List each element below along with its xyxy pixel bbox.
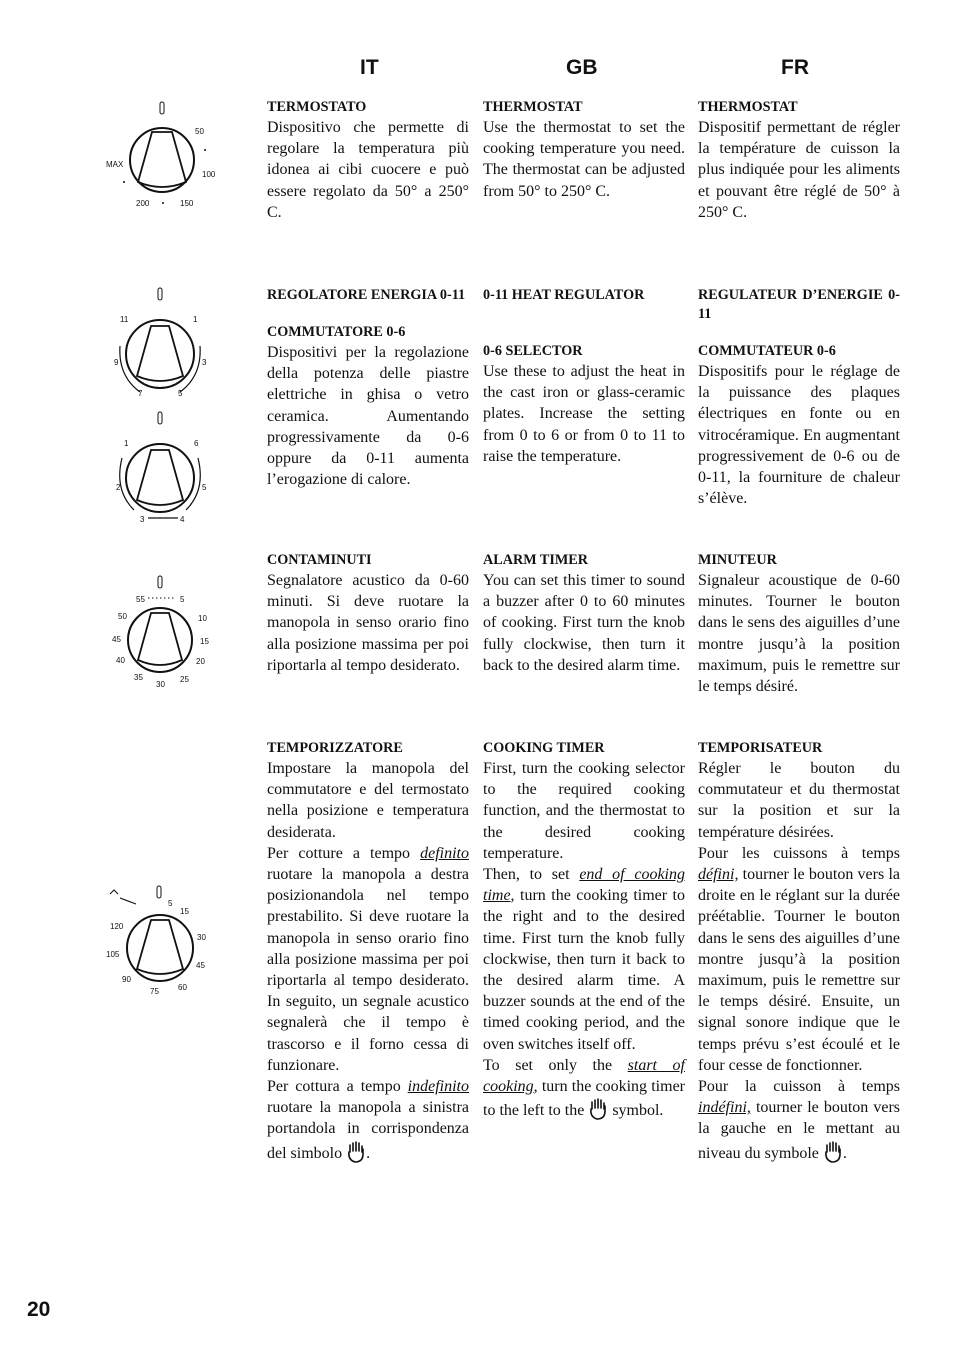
header-it: IT <box>360 56 379 79</box>
header-gb: GB <box>566 56 598 79</box>
timer-mark: 15 <box>200 637 209 646</box>
section-body: Dispositifs pour le réglage de la puissance des plaques électriques en fonte ou en vitrocéramique. En augmentant progressivement de 0-6 ou de 0-11, la fourniture de chaleur s’élève. <box>698 363 900 508</box>
cooking-timer-mark: 60 <box>178 983 187 992</box>
section-title: MINUTEUR <box>698 552 777 568</box>
section-paragraph: Impostare la manopola del commutatore e del termostato nella posizione e temperatura desiderata. <box>267 760 469 841</box>
alarm-fr <box>698 551 900 697</box>
cooking-fr <box>698 739 900 1164</box>
section-paragraph: Per cotture a tempo definito ruotare la manopola a destra posizionandola nel tempo prestabilito. Si deve ruotare la manopola in senso orario fino alla posizione massima per poi riportarla al tempo desiderato. In seguito, un segnale acustico segnalerà che il tempo è trascorso e il forno cessa di funzionare. <box>267 844 469 1074</box>
timer-mark: 50 <box>118 612 127 621</box>
alarm-gb <box>483 551 685 676</box>
hand-icon <box>346 1140 366 1164</box>
section-paragraph: Per cottura a tempo indefinito ruotare la manopola a sinistra portandola in corrispondenza del simbolo . <box>267 1078 469 1162</box>
cooking-gb <box>483 739 685 1121</box>
section-title: TEMPORIZZATORE <box>267 740 403 756</box>
section-body: Use the thermostat to set the cooking temperature you need. The thermostat can be adjusted from 50° to 250° C. <box>483 119 685 200</box>
timer-mark: 45 <box>112 635 121 644</box>
section-title: ALARM TIMER <box>483 552 588 568</box>
section-paragraph: First, turn the cooking selector to the required cooking function, and the thermostat to the desired cooking temperature. <box>483 760 685 862</box>
heat-fr <box>698 286 900 509</box>
thermostat-knob-diagram <box>100 98 220 213</box>
selector-mark: 1 <box>124 439 129 448</box>
section-paragraph: Pour la cuisson à temps indéfini, tourner le bouton vers la gauche en le mettant au niveau du symbole . <box>698 1078 900 1162</box>
section-title: 0-11 HEAT REGULATOR <box>483 287 645 303</box>
header-fr: FR <box>781 56 809 79</box>
heat-it <box>267 286 469 490</box>
section-paragraph: Pour les cuissons à temps défini, tourner le bouton vers la droite en le réglant sur la durée préétablie. Tourner le bouton dans le sens des aiguilles d’une montre jusqu’à la position maximum, puis le remettre sur le temps désiré. Ensuite, un signal sonore indique que le temps prévu s’est écoulé et le four cesse de fonctionner. <box>698 844 900 1074</box>
cooking-timer-mark: 90 <box>122 975 131 984</box>
timer-mark: 25 <box>180 675 189 684</box>
thermostat-mark: 200 <box>136 199 150 208</box>
thermostat-mark: 100 <box>202 170 216 179</box>
section-paragraph: Régler le bouton du commutateur et du thermostat sur la position et sur la température désirées. <box>698 760 900 841</box>
section-title: THERMOSTAT <box>698 99 798 115</box>
section-title: THERMOSTAT <box>483 99 583 115</box>
selector-mark: 2 <box>116 483 121 492</box>
timer-mark: 10 <box>198 614 207 623</box>
thermostat-it <box>267 98 469 223</box>
thermostat-mark: 50 <box>195 127 204 136</box>
selector-mark: 5 <box>202 483 207 492</box>
cooking-timer-mark: 105 <box>106 950 120 959</box>
section-paragraph: Then, to set end of cooking time, turn the cooking timer to the right and to the desired time. First turn the knob fully clockwise, then turn it back to the desired alarm time. A buzzer sounds at the end of the timed cooking period, and the oven switches itself off. <box>483 866 686 1053</box>
section-body: Dispositif permettant de régler la température de cuisson la plus indiquée pour les aliments et pouvant être réglé de 50° à 250° C. <box>698 119 900 221</box>
timer-mark: 30 <box>156 680 165 689</box>
energy-mark: 1 <box>193 315 198 324</box>
hand-icon <box>588 1097 608 1121</box>
section-subtitle: COMMUTATORE 0-6 <box>267 324 406 340</box>
timer-mark: 55 <box>136 595 145 604</box>
cooking-timer-mark: 15 <box>180 907 189 916</box>
section-title: COOKING TIMER <box>483 740 605 756</box>
selector-mark: 4 <box>180 515 185 524</box>
thermostat-fr <box>698 98 900 223</box>
energy-mark: 3 <box>202 358 207 367</box>
timer-mark: 20 <box>196 657 205 666</box>
energy-mark: 7 <box>138 389 143 398</box>
cooking-timer-mark: 120 <box>110 922 124 931</box>
alarm-timer-knob-diagram <box>106 574 220 692</box>
energy-regulator-knob-diagram <box>108 286 220 401</box>
section-body: Dispositivi per la regolazione della potenza delle piastre elettriche in ghisa o vetro ceramica. Aumentando progressivamente da 0-6 oppure da 0-11 aumenta l’erogazione di calore. <box>267 344 469 489</box>
timer-mark: 40 <box>116 656 125 665</box>
thermostat-mark: 150 <box>180 199 194 208</box>
energy-mark: 11 <box>120 315 129 324</box>
section-title: REGOLATORE ENERGIA 0-11 <box>267 287 466 303</box>
cooking-timer-mark: 45 <box>196 961 205 970</box>
section-paragraph: To set only the start of cooking, turn the cooking timer to the left to the symbol. <box>483 1056 686 1120</box>
timer-mark: 5 <box>180 595 185 604</box>
section-body: You can set this timer to sound a buzzer after 0 to 60 minutes of cooking. First turn the knob fully clockwise, then turn it back to the desired alarm time. <box>483 572 685 674</box>
section-subtitle: COMMUTATEUR 0-6 <box>698 343 836 359</box>
section-body: Dispositivo che permette di regolare la temperatura più idonea ai cibi cuocere e può essere regolato da 50° a 250° C. <box>267 119 469 221</box>
section-title: TERMOSTATO <box>267 99 367 115</box>
section-subtitle: 0-6 SELECTOR <box>483 343 583 359</box>
section-title: REGULATEUR D’ENERGIE 0-11 <box>698 287 900 322</box>
section-body: Signaleur acoustique de 0-60 minutes. Tourner le bouton dans le sens des aiguilles d’une montre jusqu’à la position maximum, puis le remettre sur le temps désiré. <box>698 572 900 696</box>
alarm-it <box>267 551 469 676</box>
cooking-timer-mark: 75 <box>150 987 159 996</box>
selector-mark: 3 <box>140 515 145 524</box>
thermostat-gb <box>483 98 685 202</box>
section-title: CONTAMINUTI <box>267 552 372 568</box>
heat-gb <box>483 286 685 467</box>
selector-mark: 6 <box>194 439 199 448</box>
selector-knob-diagram <box>108 410 220 528</box>
cooking-timer-mark: 5 <box>168 899 173 908</box>
energy-mark: 5 <box>178 389 183 398</box>
page-number: 20 <box>27 1298 51 1321</box>
section-title: TEMPORISATEUR <box>698 740 823 756</box>
cooking-timer-mark: 30 <box>197 933 206 942</box>
cooking-timer-knob-diagram <box>100 882 220 1000</box>
hand-icon <box>823 1140 843 1164</box>
energy-mark: 9 <box>114 358 119 367</box>
timer-mark: 35 <box>134 673 143 682</box>
section-body: Use these to adjust the heat in the cast iron or glass-ceramic plates. Increase the setting from 0 to 6 or from 0 to 11 to raise the temperature. <box>483 363 685 465</box>
cooking-it <box>267 739 469 1164</box>
thermostat-mark: MAX <box>106 160 124 169</box>
section-body: Segnalatore acustico da 0-60 minuti. Si deve ruotare la manopola in senso orario fino alla posizione massima per poi riportarla al tempo desiderato. <box>267 572 469 674</box>
